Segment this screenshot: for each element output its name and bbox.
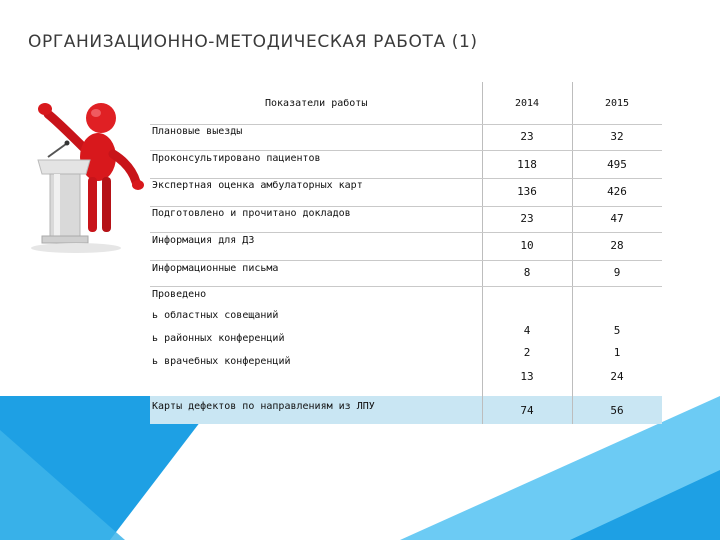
row-divider [150,178,662,179]
row-divider [150,206,662,207]
group-item-value-2015: 5 [613,324,621,337]
row-label: Экспертная оценка амбулаторных карт [152,180,363,191]
row-value-2014: 23 [520,212,534,225]
row-value-2014: 74 [520,404,534,417]
row-value-2014: 118 [517,158,537,171]
header-year-2014: 2014 [514,98,540,109]
row-label: Плановые выезды [152,126,243,137]
group-item-value-2014: 13 [520,370,534,383]
row-divider [150,150,662,151]
group-item [152,356,291,367]
header-indicators-label: Показатели работы [265,98,368,109]
row-divider [150,286,662,287]
row-value-2014: 23 [520,130,534,143]
row-value-2014: 8 [523,266,531,279]
row-label: Информационные письма [152,263,279,274]
group-item [152,310,278,321]
row-value-2015: 9 [613,266,621,279]
group-item-value-2014: 2 [523,346,531,359]
row-value-2014: 10 [520,239,534,252]
slide-title: ОРГАНИЗАЦИОННО-МЕТОДИЧЕСКАЯ РАБОТА (1) [28,32,478,52]
row-value-2015: 426 [607,185,627,198]
row-value-2015: 47 [610,212,624,225]
row-label: Подготовлено и прочитано докладов [152,208,351,219]
row-value-2015: 495 [607,158,627,171]
row-divider [150,124,662,125]
group-item-value-2014: 4 [523,324,531,337]
row-value-2015: 32 [610,130,624,143]
row-label: Проконсультировано пациентов [152,153,321,164]
bullet-glyph: ь [152,356,159,367]
row-value-2014: 136 [517,185,537,198]
work-indicators-table [150,82,662,424]
row-divider [150,260,662,261]
group-item-value-2015: 1 [613,346,621,359]
row-label: Карты дефектов по направлениям из ЛПУ [152,401,375,412]
header-year-2015: 2015 [604,98,630,109]
bullet-glyph: ь [152,333,159,344]
bullet-glyph: ь [152,310,159,321]
group-item-label: врачебных конференций [164,356,291,367]
group-item-label: районных конференций [164,333,285,344]
group-item [152,333,284,344]
row-value-2015: 56 [610,404,624,417]
speaker-at-podium-icon [18,82,163,257]
row-divider [150,232,662,233]
group-label: Проведено [152,289,207,300]
row-label: Информация для ДЗ [152,235,255,246]
group-item-label: областных совещаний [164,310,279,321]
group-item-value-2015: 24 [610,370,624,383]
row-value-2015: 28 [610,239,624,252]
